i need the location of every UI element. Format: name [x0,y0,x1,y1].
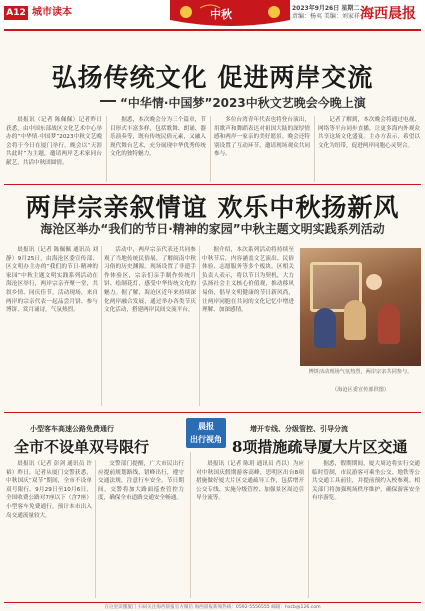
person-figure-icon [314,308,336,348]
story1-headline: 弘扬传统文化 促进两岸交流 [51,63,374,92]
page-number: A12 [4,6,28,20]
badge-line-2: 出行视角 [190,435,222,444]
story1-column-1: 晨报讯（记者 陈佩佩）记者昨日获悉，由中国东部战区文化艺术中心举办的“中华情·中国梦”2023中秋文艺晚会将于今日在厦门举行。晚会以“天涯共此时”为主题，邀请两岸艺术家同台献艺，共话中秋团圆情。 [6,117,102,166]
story4-column-2: 据悉，假期期间，厦大周边将实行交通临时管制，市民游客可乘坐公交、地铁等公共交通工具前往，并提前预约入校参观。相关部门将加强现场秩序维护，确保游客安全有序游览。 [312,461,420,502]
newspaper-logo: 海西晨报 [360,6,416,22]
photo-caption: 博饼活动现场气氛热烈，两岸宗亲共同参与。 [308,369,413,375]
story1-column-2: 据悉，本次晚会分为三个篇章，节目形式丰富多样，包括歌舞、朗诵、器乐演奏等，既有传统民俗元素，又融入现代舞台艺术，充分展现中华优秀传统文化的独特魅力。 [110,117,206,158]
masthead-rule [4,29,421,31]
photo-credit: （海沧区委宣传部供图） [331,387,390,393]
mid-autumn-banner [170,0,290,28]
story3-column-1: 晨报讯（记者 彭剑 通讯员 许裕）昨日，记者从厦门交警获悉，中秋国庆“双节”期间，全市不设单双号限行。9月29日至10月6日，全国收费公路对7座以下（含7座）小型客车免费通行，预计本市出入岛交通流量较大。 [6,461,92,519]
column-divider [106,116,107,182]
page-footer: 在这里读懂厦门 扫码关注海西晨报官方微信 海西晨报新闻热线：0592-5556555 邮箱：hxcb@126.com [4,602,421,610]
story3-column-2: 交警部门提醒，广大市民出行应提前规划路线，错峰出行，遵守交通法规，注意行车安全。节日期间，交警将加大路面巡查管控力度，确保全市道路交通安全畅通。 [98,461,184,502]
story3-kicker: 小型客车高速公路免费通行 [30,425,114,433]
person-figure-icon [378,304,400,344]
column-divider [308,460,309,598]
badge-line-1: 晨报 [198,422,214,431]
story2-column-2: 活动中，两岸宗亲代表还共同参观了当地传统民俗展，了解闽南中秋习俗的历史渊源。现场设置了非遗手作体验区，宗亲们亲手制作传统月饼、绘制花灯，感受中华传统文化的魅力。据了解，海沧区近年来持续深化两岸融合发展，通过举办各类节庆文化活动，搭建两岸民间交流平台。 [104,247,196,314]
column-divider [210,116,211,182]
column-divider [199,246,200,406]
story2-subhead: 海沧区举办“我们的节日·精神的家园”中秋主题文明实践系列活动 [40,222,385,236]
story-separator [4,412,421,413]
story2-column-1: 晨报讯（记者 陈佩佩 通讯员 刘静）9月25日，由海沧区委宣传部、区文明办主办的“我们的节日·精神的家园”中秋主题文明实践系列活动在海沧区举行，两岸宗亲齐聚一堂，共叙乡情、同庆佳节。活动现场，来自两岸的宗亲代表一起品尝月饼、参与博饼、赏月诵诗，气氛热烈。 [6,247,98,314]
face-icon [366,274,382,290]
subhead-dash [100,100,116,102]
issue-info [292,5,360,21]
issue-date: 2023年9月26日 星期二 [292,5,360,12]
column-divider [314,116,315,182]
story2-headline: 两岸宗亲叙情谊 欢乐中秋扬新风 [25,193,400,222]
story3-headline: 全市不设单双号限行 [14,438,150,456]
story-separator [4,184,421,185]
person-figure-icon [344,300,366,340]
banner-label: 中秋 [210,8,232,21]
story4-headline: 8项措施疏导厦大片区交通 [232,438,408,456]
section-badge [186,418,226,448]
story2-column-3: 据介绍，本次系列活动将持续至中秋节后，内容涵盖文艺演出、民俗体验、志愿服务等多个板块。区相关负责人表示，将以节日为契机，大力弘扬社会主义核心价值观，推动移风易俗，倡导文明健康的节日新风尚，让两岸同胞在共同的文化记忆中增进理解、加深感情。 [202,247,294,314]
story1-column-4: 记者了解到，本次晚会将通过电视、网络等平台同步直播，让更多海内外观众共享这场文化盛宴。主办方表示，希望以文化为纽带，促进两岸同胞心灵契合。 [318,117,420,149]
story1-column-3: 多位台湾青年代表也将登台演出，用歌声和舞蹈表达对祖国大陆的深厚情感和两岸一家亲的美好愿景。晚会还特别设置了互动环节，邀请现场观众共同参与。 [214,117,310,158]
news-photo [300,248,421,366]
story4-column-1: 晨报讯（记者 陈玥 通讯员 肖以）为应对中秋国庆假期游客高峰，思明区出台8项措施做好厦大片区交通疏导工作，包括增开公交专线、实施分级管控、加强景区周边引导分流等。 [196,461,304,502]
masthead [0,0,425,30]
column-divider [101,246,102,406]
story4-kicker: 增开专线、分级管控、引导分流 [250,425,348,433]
editor-credit: 责编：杨夷 美编：刘家祥 [292,13,360,20]
story1-subhead: “中华情·中国梦”2023中秋文艺晚会今晚上演 [120,96,366,110]
section-title: 城市读本 [32,7,72,18]
column-divider [95,460,96,598]
section-divider [190,452,191,598]
